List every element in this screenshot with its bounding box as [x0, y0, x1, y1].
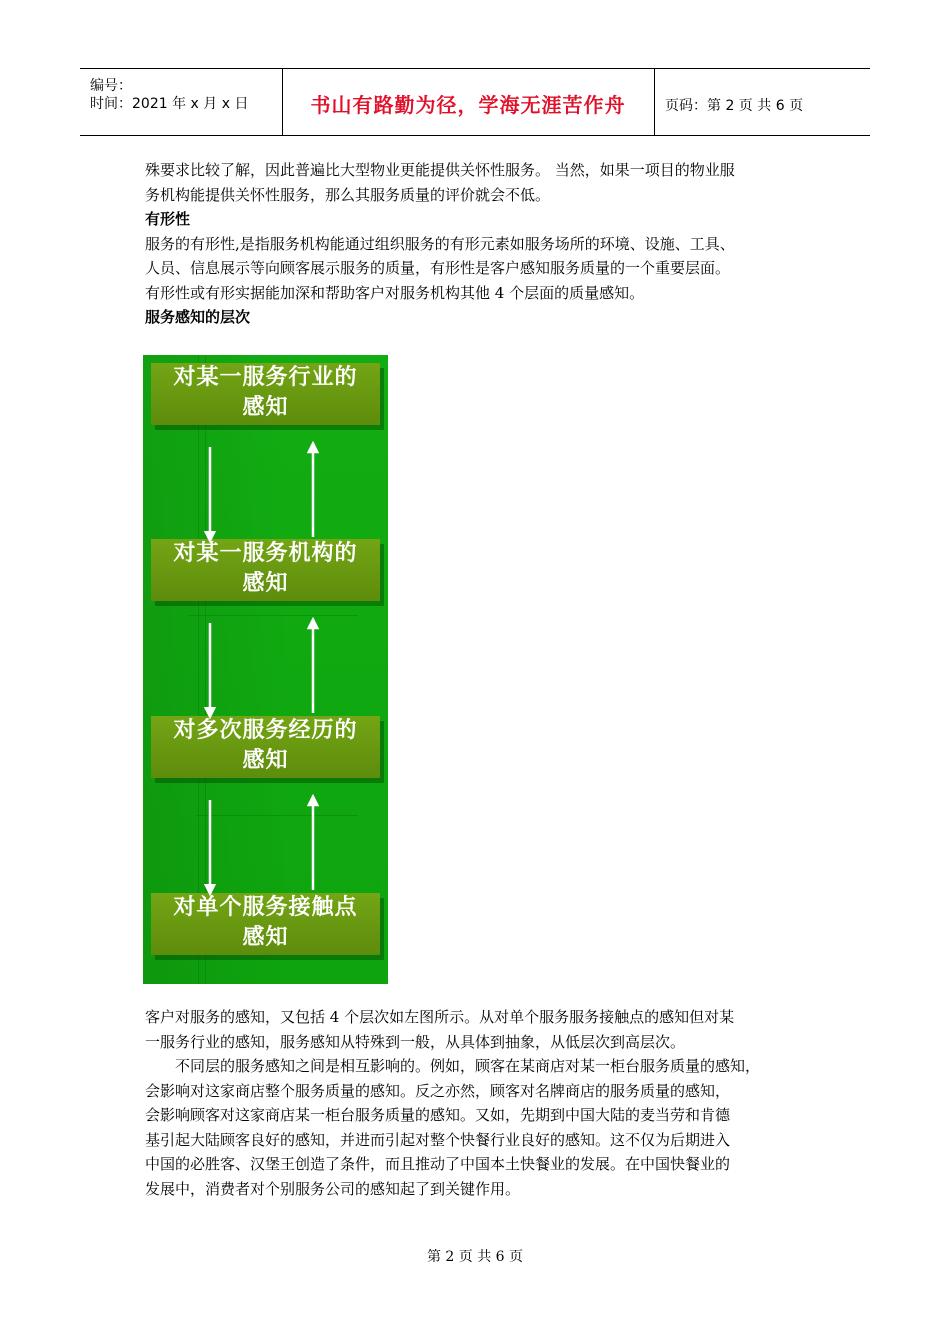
text-line: 一服务行业的感知，服务感知从特殊到一般，从具体到抽象，从低层次到高层次。 [145, 1032, 686, 1051]
text-line: 人员、信息展示等向顾客展示服务的质量，有形性是客户感知服务质量的一个重要层面。 [145, 259, 731, 277]
arrows-layer [143, 355, 388, 984]
text-line: 殊要求比较了解，因此普遍比大型物业更能提供关怀性服务。 当然，如果一项目的物业服 [145, 161, 735, 179]
page-footer: 第 2 页 共 6 页 [426, 1249, 524, 1265]
box-text: 感知 [242, 571, 289, 596]
text-line: 中国的必胜客、汉堡王创造了条件，而且推动了中国本土快餐业的发展。在中国快餐业的 [145, 1155, 731, 1173]
text-line: 务机构能提供关怀性服务，那么其服务质量的评价就会不低。 [145, 185, 551, 204]
box-text: 感知 [242, 395, 289, 420]
text-line: 会影响顾客对这家商店某一柜台服务质量的感知。又如，先期到中国大陆的麦当劳和肯德 [145, 1106, 731, 1124]
box-text: 对某一服务行业的 [173, 365, 358, 390]
header-meta-cell [80, 69, 283, 135]
box-text: 对单个服务接触点 [173, 895, 358, 920]
text-line: 基引起大陆顾客良好的感知，并进而引起对整个快餐行业良好的感知。这不仅为后期进入 [145, 1130, 731, 1149]
perception-levels-diagram [143, 355, 388, 984]
text-line: 不同层的服务感知之间是相互影响的。例如，顾客在某商店对某一柜台服务质量的感知， [175, 1057, 761, 1075]
box-text: 对多次服务经历的 [173, 718, 358, 743]
text-line: 客户对服务的感知，又包括 4 个层次如左图所示。从对单个服务服务接触点的感知但对某 [145, 1008, 735, 1026]
section-heading-tangible: 有形性 [145, 210, 191, 228]
box-text: 感知 [242, 748, 289, 773]
number-label: 编号： [90, 78, 132, 94]
text-line: 会影响对这家商店整个服务质量的感知。反之亦然，顾客对名牌商店的服务质量的感知， [145, 1081, 731, 1100]
explanation-paragraphs [145, 1005, 810, 1201]
section-heading-levels: 服务感知的层次 [145, 308, 251, 326]
page-info: 页码：第 2 页 共 6 页 [665, 98, 804, 114]
box-text: 感知 [242, 925, 289, 950]
page-header [80, 68, 870, 136]
text-line: 服务的有形性,是指服务机构能通过组织服务的有形元素如服务场所的环境、设施、工具、 [145, 234, 735, 253]
text-line: 有形性或有形实据能加深和帮助客户对服务机构其他 4 个层面的质量感知。 [145, 283, 645, 302]
intro-paragraph [145, 158, 810, 330]
motto: 书山有路勤为径，学海无涯苦作舟 [310, 93, 626, 117]
header-page-cell [655, 69, 870, 135]
header-motto-cell [282, 69, 655, 135]
text-line: 发展中，消费者对个别服务公司的感知起了到关键作用。 [145, 1179, 521, 1198]
time-label: 时间：2021 年 x 月 x 日 [90, 96, 249, 112]
box-text: 对某一服务机构的 [173, 541, 358, 566]
